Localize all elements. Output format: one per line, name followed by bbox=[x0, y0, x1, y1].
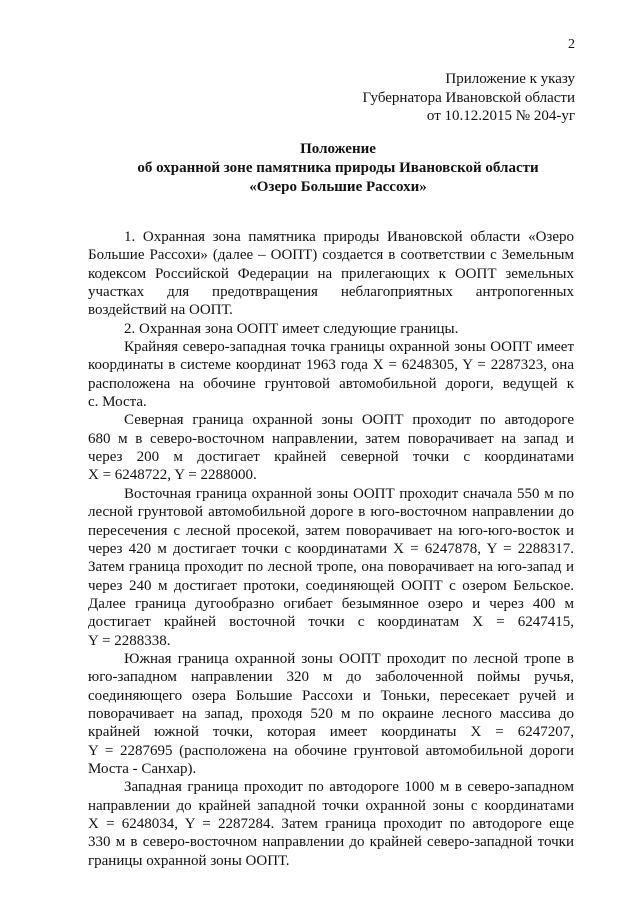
header-line: Губернатора Ивановской области bbox=[362, 89, 575, 106]
paragraph-line: кодексом Российской Федерации на прилегающих к ООПТ земельных bbox=[88, 265, 574, 282]
paragraph-line: Моста - Санхар). bbox=[88, 760, 197, 777]
paragraph bbox=[88, 228, 574, 320]
paragraph-line: через 420 м достигает точки с координатами X = 6247878, Y = 2288317. bbox=[88, 540, 574, 557]
paragraph-line: 680 м в северо-восточном направлении, затем поворачивает на запад и bbox=[88, 430, 574, 447]
paragraph-line: Далее граница дугообразно огибает безымянное озеро и через 400 м bbox=[88, 595, 574, 612]
paragraph-line: расположена на обочине грунтовой автомобильной дороги, ведущей к bbox=[88, 375, 574, 392]
paragraph-line: лесной грунтовой автомобильной дороге в юго-восточном направлении до bbox=[88, 504, 574, 521]
paragraph bbox=[88, 320, 574, 338]
title-line: Положение bbox=[300, 141, 376, 157]
paragraph bbox=[88, 411, 574, 484]
paragraph-line: Затем граница проходит по лесной тропе, она поворачивает на юго-запад и bbox=[88, 559, 574, 576]
paragraph-line: Восточная граница охранной зоны ООПТ проходит сначала 550 м по bbox=[124, 485, 574, 502]
paragraph-line: Y = 2288338. bbox=[88, 632, 171, 649]
paragraph-line: Западная граница проходит по автодороге 1000 м в северо-западном bbox=[124, 779, 574, 796]
paragraph bbox=[88, 338, 574, 411]
attachment-header bbox=[362, 70, 575, 126]
title-line: «Озеро Большие Рассохи» bbox=[249, 179, 427, 195]
paragraph-line: поворачивает на запад, проходя 520 м по окраине лесного массива до bbox=[88, 705, 574, 722]
paragraph-line: крайней южной точки, которая имеет координаты X = 6247207, bbox=[88, 724, 574, 741]
paragraph-line: координаты в системе координат 1963 года X = 6248305, Y = 2287323, она bbox=[88, 357, 574, 374]
paragraph-line: X = 6248722, Y = 2288000. bbox=[88, 467, 257, 484]
paragraph-line: границы охранной зоны ООПТ. bbox=[88, 852, 290, 869]
title-line: об охранной зоне памятника природы Ивановской области bbox=[137, 160, 539, 176]
paragraph-line: пересечения с лесной просекой, затем поворачивает на юго-юго-восток и bbox=[88, 522, 574, 539]
paragraph-line: 1. Охранная зона памятника природы Ивановской области «Озеро bbox=[124, 229, 574, 245]
paragraph bbox=[88, 650, 574, 778]
paragraph-line: соединяющего озера Большие Рассохи и Тоньки, пересекает ручей и bbox=[88, 687, 574, 704]
paragraph-line: 330 м в северо-восточном направлении до крайней северо-западной точки bbox=[88, 834, 574, 851]
paragraph-line: Крайняя северо-западная точка границы охранной зоны ООПТ имеет bbox=[124, 339, 574, 356]
header-line: от 10.12.2015 № 204-уг bbox=[426, 108, 575, 124]
paragraph-line: воздействий на ООПТ. bbox=[88, 302, 233, 319]
paragraph bbox=[88, 778, 574, 870]
paragraph-line: Северная граница охранной зоны ООПТ проходит по автодороге bbox=[124, 412, 574, 429]
paragraph-line: участках для предотвращения неблагоприятных антропогенных bbox=[88, 284, 574, 301]
paragraph-line: с. Моста. bbox=[88, 394, 147, 411]
page-number: 2 bbox=[568, 37, 575, 52]
paragraph-line: юго-западном направлении 320 м до заболоченной поймы ручья, bbox=[88, 669, 574, 686]
paragraph bbox=[88, 485, 574, 650]
paragraph-line: X = 6248034, Y = 2287284. Затем граница проходит по автодороге еще bbox=[88, 816, 574, 832]
paragraph-line: Южная граница охранной зоны ООПТ проходит по лесной тропе в bbox=[124, 650, 574, 667]
paragraph-line: через 200 м достигает крайней северной точки с координатами bbox=[88, 449, 574, 466]
document-title bbox=[88, 140, 588, 197]
paragraph-line: 2. Охранная зона ООПТ имеет следующие границы. bbox=[124, 320, 459, 337]
paragraph-line: через 240 м достигает протоки, соединяющей ООПТ с озером Бельское. bbox=[88, 577, 574, 594]
paragraph-line: Большие Рассохи» (далее – ООПТ) создается в соответствии с Земельным bbox=[88, 247, 574, 264]
document-body bbox=[88, 228, 574, 870]
header-line: Приложение к указу bbox=[445, 71, 575, 87]
paragraph-line: направлении до крайней западной точки охранной зоны с координатами bbox=[88, 797, 574, 814]
paragraph-line: Y = 2287695 (расположена на обочине грунтовой автомобильной дороги bbox=[88, 742, 574, 759]
paragraph-line: достигает крайней восточной точки с координатам X = 6247415, bbox=[88, 614, 574, 631]
